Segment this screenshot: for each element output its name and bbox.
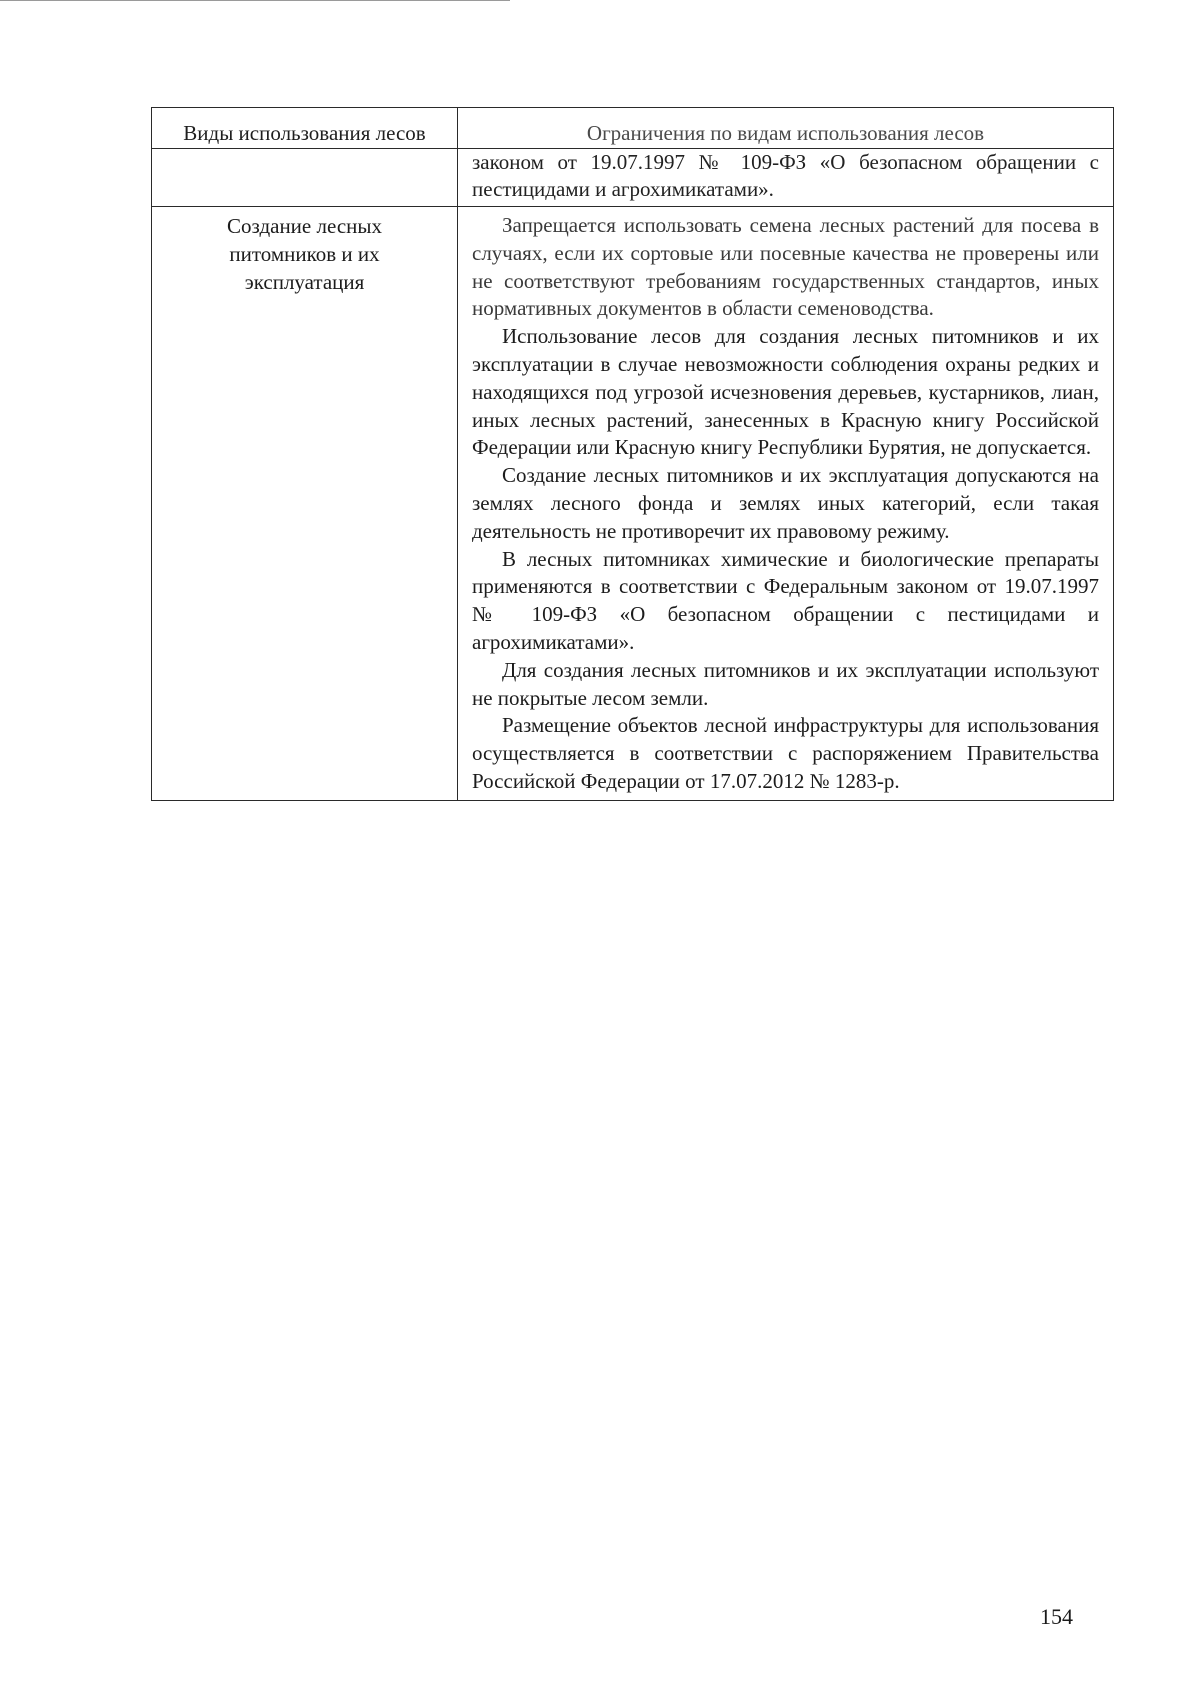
forest-use-table bbox=[151, 107, 1114, 801]
restriction-paragraph-red-book: Использование лесов для создания лесных питомников и их эксплуатации в случае невозможности соблюдения охраны редких и находящихся под угрозой исчезновения деревьев, кустарников, лиан, иных лесных растений, занесенных в Красную книгу Российской Федерации или Красную книгу Республики Бурятия, не допускается. bbox=[472, 324, 1099, 460]
restriction-paragraph-chemicals: В лесных питомниках химические и биологические препараты применяются в соответствии с Федеральным законом от 19.07.1997 № 109-ФЗ «О безопасном обращении с пестицидами и агрохимикатами». bbox=[472, 546, 1099, 654]
table-row-continuation bbox=[152, 149, 1114, 207]
table-row-nurseries bbox=[152, 207, 1114, 801]
restriction-paragraph-uncovered-lands: Для создания лесных питомников и их эксплуатации используют не покрытые лесом земли. bbox=[472, 657, 1099, 710]
header-forest-use-types: Виды использования лесов bbox=[152, 108, 458, 149]
table-header-row bbox=[152, 108, 1114, 149]
table-cell-left-empty bbox=[152, 149, 458, 207]
page-number: 154 bbox=[1040, 1604, 1073, 1629]
restriction-paragraph-lands: Создание лесных питомников и их эксплуатация допускаются на землях лесного фонда и землях иных категорий, если такая деятельность не противоречит их правовому режиму. bbox=[472, 463, 1099, 543]
restriction-paragraph-infrastructure: Размещение объектов лесной инфраструктуры для использования осуществляется в соответствии с распоряжением Правительства Российской Федерации от 17.07.2012 № 1283-р. bbox=[472, 713, 1099, 793]
restrictions-nurseries bbox=[458, 207, 1114, 801]
table-cell-continuation-text: законом от 19.07.1997 № 109-ФЗ «О безопасном обращении с пестицидами и агрохимикатами». bbox=[458, 149, 1114, 207]
scan-edge-line bbox=[0, 0, 510, 1]
header-use-restrictions: Ограничения по видам использования лесов bbox=[458, 108, 1114, 149]
restriction-paragraph-seeds: Запрещается использовать семена лесных растений для посева в случаях, если их сортовые или посевные качества не проверены или не соответствуют требованиям государственных стандартов, иных нормативных документов в области семеноводства. bbox=[472, 213, 1099, 321]
use-type-nurseries: Создание лесных питомников и их эксплуатация bbox=[152, 207, 458, 801]
